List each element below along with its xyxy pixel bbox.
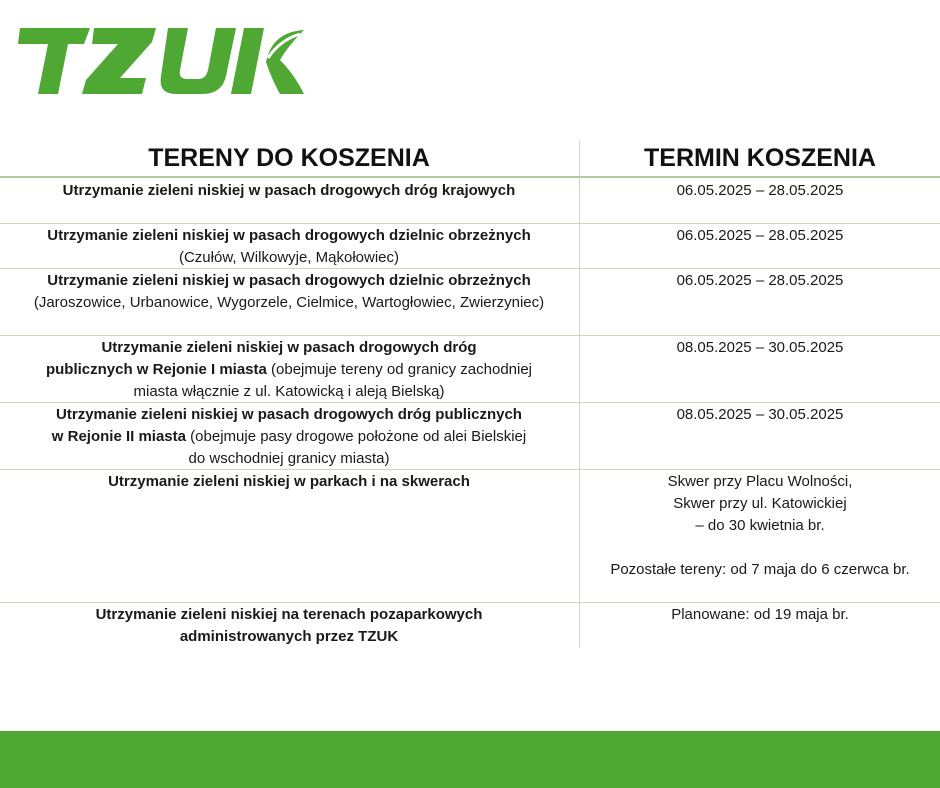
row-divider: [0, 268, 940, 269]
table-row-date: 08.05.2025 – 30.05.2025: [676, 339, 844, 356]
table-row-date: 06.05.2025 – 28.05.2025: [676, 182, 844, 199]
table-row-area: Utrzymanie zieleni niskiej w pasach drogowych dróg publicznych w Rejonie II miasta (obejmuje pasy drogowe położone od alei Bielskiej do wschodniej granicy miasta): [51, 406, 527, 467]
table-row-date: 06.05.2025 – 28.05.2025: [676, 227, 844, 244]
tzuk-logo: [18, 22, 304, 96]
row-divider: [0, 602, 940, 603]
table-row-area: Utrzymanie zieleni niskiej w pasach drogowych dzielnic obrzeżnych (Czułów, Wilkowyje, Mąkołowiec): [47, 227, 531, 266]
header-dates: TERMIN KOSZENIA: [644, 144, 876, 172]
table-row-area: Utrzymanie zieleni niskiej w pasach drogowych dróg krajowych: [62, 182, 516, 199]
row-divider: [0, 223, 940, 224]
table-row-area: Utrzymanie zieleni niskiej w pasach drogowych dzielnic obrzeżnych (Jaroszowice, Urbanowice, Wygorzele, Cielmice, Wartogłowiec, Zwierzyniec): [33, 272, 545, 311]
row-divider: [0, 402, 940, 403]
row-divider: [0, 335, 940, 336]
table-row-date: 08.05.2025 – 30.05.2025: [676, 406, 844, 423]
table-row-area: Utrzymanie zieleni niskiej w pasach drogowych dróg publicznych w Rejonie I miasta (obejmuje tereny od granicy zachodniej miasta włącznie z ul. Katowicką i aleją Bielską): [45, 339, 533, 400]
footer-bar: [0, 731, 940, 788]
header-divider: [0, 176, 940, 178]
header-areas: TERENY DO KOSZENIA: [148, 144, 430, 172]
table-row-area: Utrzymanie zieleni niskiej w parkach i na skwerach: [108, 473, 470, 490]
row-divider: [0, 469, 940, 470]
table-row-date: Planowane: od 19 maja br.: [671, 606, 849, 623]
table-row-area: Utrzymanie zieleni niskiej na terenach pozaparkowych administrowanych przez TZUK: [95, 606, 483, 645]
table-row-date: Skwer przy Placu Wolności, Skwer przy ul. Katowickiej – do 30 kwietnia br. Pozostałe tereny: od 7 maja do 6 czerwca br.: [610, 473, 910, 578]
table-row-date: 06.05.2025 – 28.05.2025: [676, 272, 844, 289]
